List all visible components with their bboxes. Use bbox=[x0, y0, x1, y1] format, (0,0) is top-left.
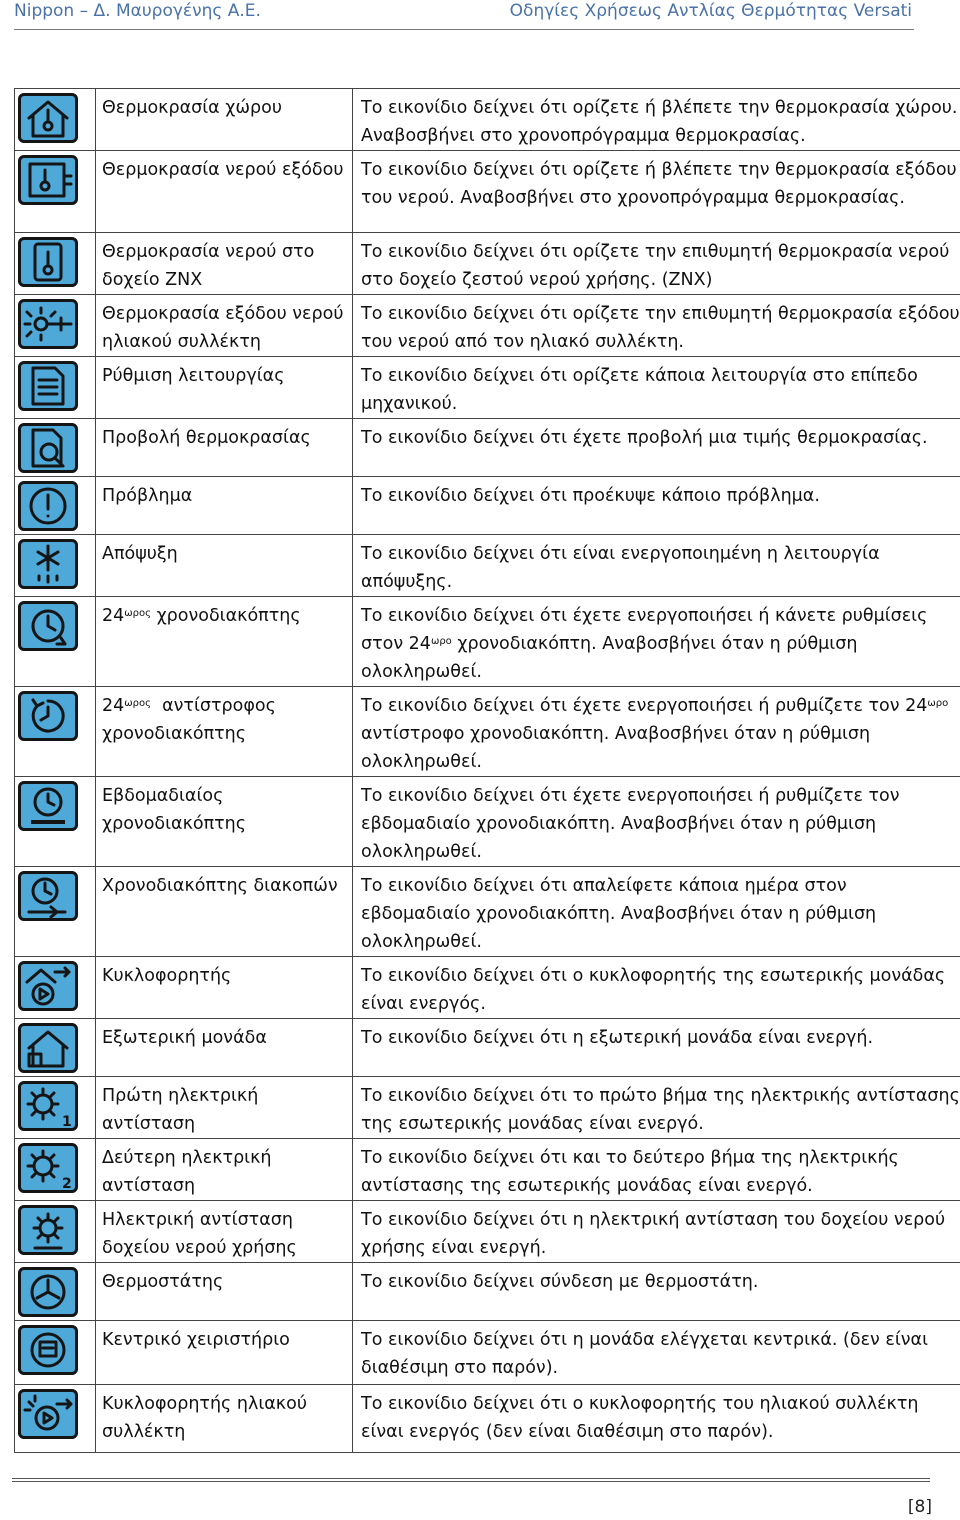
dhw-tank-temperature-icon bbox=[18, 237, 78, 287]
icon-name-cell bbox=[96, 777, 353, 867]
icon-cell bbox=[15, 1321, 96, 1385]
table-row bbox=[15, 687, 960, 777]
icon-description: Το εικονίδιο δείχνει ότι η μονάδα ελέγχεται κεντρικά. (δεν είναι διαθέσιμη στο παρόν). bbox=[361, 1330, 928, 1378]
icon-description-cell bbox=[353, 1077, 960, 1139]
table-row bbox=[15, 1385, 960, 1453]
icon-description-cell bbox=[353, 867, 960, 957]
icon-description: Το εικονίδιο δείχνει ότι η εξωτερική μονάδα είναι ενεργή. bbox=[361, 1028, 874, 1048]
icon-cell bbox=[15, 867, 96, 957]
page-header bbox=[0, 0, 960, 30]
icon-cell bbox=[15, 597, 96, 687]
icon-description: Το εικονίδιο δείχνει ότι ορίζετε ή βλέπετε την θερμοκρασία εξόδου του νερού. Αναβοσβήνει στο χρονοπρόγραμμα θερμοκρασίας. bbox=[361, 160, 957, 208]
icon-name-part: χρονοδιακόπτης bbox=[151, 606, 301, 626]
table-row bbox=[15, 1077, 960, 1139]
icon-name-cell bbox=[96, 597, 353, 687]
table-row bbox=[15, 295, 960, 357]
table-row bbox=[15, 357, 960, 419]
table-row bbox=[15, 419, 960, 477]
table-row bbox=[15, 151, 960, 233]
icon-description-cell bbox=[353, 957, 960, 1019]
thermostat-icon bbox=[18, 1267, 78, 1317]
icon-name-cell bbox=[96, 535, 353, 597]
function-setting-icon bbox=[18, 361, 78, 411]
icon-cell bbox=[15, 295, 96, 357]
electric-heater-2-icon bbox=[18, 1143, 78, 1193]
page-number: [8] bbox=[907, 1497, 932, 1517]
solar-circulator-icon bbox=[18, 1389, 78, 1439]
icon-name-cell bbox=[96, 151, 353, 233]
icon-cell bbox=[15, 477, 96, 535]
table-row bbox=[15, 777, 960, 867]
icon-name-cell bbox=[96, 357, 353, 419]
icon-description: Το εικονίδιο δείχνει ότι ορίζετε την επιθυμητή θερμοκρασία νερού στο δοχείο ζεστού νερού χρήσης. (ΖΝΧ) bbox=[361, 242, 950, 290]
icon-description-part: ωρο bbox=[927, 698, 949, 709]
icon-name-cell bbox=[96, 687, 353, 777]
icon-name: Θερμοκρασία νερού στο δοχείο ΖΝΧ bbox=[102, 242, 315, 290]
room-temperature-icon bbox=[18, 93, 78, 143]
icon-description-part: ωρο bbox=[430, 636, 452, 647]
icon-name: Πρόβλημα bbox=[102, 486, 193, 506]
icon-name-part: αντίστροφος χρονοδιακόπτης bbox=[102, 696, 282, 744]
table-row bbox=[15, 233, 960, 295]
icon-name: Εβδομαδιαίος χρονοδιακόπτης bbox=[102, 786, 247, 834]
icon-description-cell bbox=[353, 535, 960, 597]
table-row bbox=[15, 89, 960, 151]
icon-name: Θερμοκρασία εξόδου νερού ηλιακού συλλέκτη bbox=[102, 304, 344, 352]
icon-name: Ρύθμιση λειτουργίας bbox=[102, 366, 285, 386]
icon-description-cell bbox=[353, 1263, 960, 1321]
icon-name: Θερμοστάτης bbox=[102, 1272, 224, 1292]
footer-rule-second bbox=[12, 1481, 930, 1482]
icon-name-cell bbox=[96, 1019, 353, 1077]
icon-description-part: αντίστροφο χρονοδιακόπτη. Αναβοσβήνει όταν η ρύθμιση ολοκληρωθεί. bbox=[361, 724, 871, 772]
icon-name-cell bbox=[96, 1321, 353, 1385]
icon-description-cell bbox=[353, 295, 960, 357]
icon-description: Το εικονίδιο δείχνει σύνδεση με θερμοστάτη. bbox=[361, 1272, 759, 1292]
table-row bbox=[15, 1019, 960, 1077]
electric-heater-1-icon bbox=[18, 1081, 78, 1131]
icon-name: Χρονοδιακόπτης διακοπών bbox=[102, 876, 338, 896]
icon-name-part: 24 bbox=[102, 696, 125, 716]
icon-description-cell bbox=[353, 419, 960, 477]
header-document-title: Οδηγίες Χρήσεως Αντλίας Θερμότητας Versati bbox=[509, 1, 912, 21]
icon-name-cell bbox=[96, 1201, 353, 1263]
icon-name-cell bbox=[96, 295, 353, 357]
icon-name-cell bbox=[96, 867, 353, 957]
header-rule bbox=[14, 29, 914, 30]
icon-description: Το εικονίδιο δείχνει ότι ο κυκλοφορητής της εσωτερικής μονάδας είναι ενεργός. bbox=[361, 966, 946, 1014]
icon-description-cell bbox=[353, 597, 960, 687]
icon-description-cell bbox=[353, 151, 960, 233]
icon-name: Θερμοκρασία χώρου bbox=[102, 98, 282, 118]
weekly-timer-icon bbox=[18, 781, 78, 831]
icon-description: Το εικονίδιο δείχνει ότι απαλείφετε κάποια ημέρα στον εβδομαδιαίο χρονοδιακόπτη. Αναβοσβήνει όταν η ρύθμιση ολοκληρωθεί. bbox=[361, 876, 877, 952]
icon-cell bbox=[15, 1385, 96, 1453]
icon-cell bbox=[15, 1139, 96, 1201]
icon-description: Το εικονίδιο δείχνει ότι και το δεύτερο βήμα της ηλεκτρικής αντίστασης της εσωτερικής μονάδας είναι ενεργό. bbox=[361, 1148, 899, 1196]
icon-cell bbox=[15, 1077, 96, 1139]
icon-name-part: 24 bbox=[102, 606, 125, 626]
defrost-icon bbox=[18, 539, 78, 589]
icon-name-cell bbox=[96, 1139, 353, 1201]
icon-description-cell bbox=[353, 777, 960, 867]
table-row bbox=[15, 535, 960, 597]
outdoor-unit-icon bbox=[18, 1023, 78, 1073]
icon-name: Κυκλοφορητής bbox=[102, 966, 232, 986]
icon-name: Κυκλοφορητής ηλιακού συλλέκτη bbox=[102, 1394, 307, 1442]
icon-name: Θερμοκρασία νερού εξόδου bbox=[102, 160, 344, 180]
icon-cell bbox=[15, 1019, 96, 1077]
icon-description: Το εικονίδιο δείχνει ότι το πρώτο βήμα της ηλεκτρικής αντίστασης της εσωτερικής μονάδας είναι ενεργό. bbox=[361, 1086, 960, 1134]
icon-description-cell bbox=[353, 89, 960, 151]
icon-name-part: ωρος bbox=[124, 698, 151, 709]
table-row bbox=[15, 957, 960, 1019]
icon-name-cell bbox=[96, 957, 353, 1019]
header-company: Nippon – Δ. Μαυρογένης Α.Ε. bbox=[14, 1, 261, 21]
icon-name: Κεντρικό χειριστήριο bbox=[102, 1330, 290, 1350]
table-row bbox=[15, 1201, 960, 1263]
circulator-icon bbox=[18, 961, 78, 1011]
icon-name: Προβολή θερμοκρασίας bbox=[102, 428, 311, 448]
icon-legend-table bbox=[14, 88, 960, 1453]
icon-description-cell bbox=[353, 477, 960, 535]
svg-text:2: 2 bbox=[62, 1176, 72, 1190]
icon-description-cell bbox=[353, 687, 960, 777]
icon-cell bbox=[15, 777, 96, 867]
icon-description-cell bbox=[353, 1321, 960, 1385]
footer-rule bbox=[12, 1478, 930, 1479]
icon-name-cell bbox=[96, 1263, 353, 1321]
icon-name: Πρώτη ηλεκτρική αντίσταση bbox=[102, 1086, 259, 1134]
table-row bbox=[15, 1139, 960, 1201]
icon-description: Το εικονίδιο δείχνει ότι προέκυψε κάποιο πρόβλημα. bbox=[361, 486, 820, 506]
icon-cell bbox=[15, 535, 96, 597]
icon-description-part: χρονοδιακόπτη. Αναβοσβήνει όταν η ρύθμιση ολοκληρωθεί. bbox=[361, 634, 858, 682]
icon-cell bbox=[15, 957, 96, 1019]
icon-cell bbox=[15, 419, 96, 477]
icon-description-cell bbox=[353, 1019, 960, 1077]
icon-name: Απόψυξη bbox=[102, 544, 178, 564]
icon-name-cell bbox=[96, 1385, 353, 1453]
icon-description-cell bbox=[353, 1201, 960, 1263]
central-controller-icon bbox=[18, 1325, 78, 1375]
icon-cell bbox=[15, 687, 96, 777]
icon-cell bbox=[15, 233, 96, 295]
icon-cell bbox=[15, 357, 96, 419]
timer-24h-icon bbox=[18, 601, 78, 651]
icon-description-cell bbox=[353, 357, 960, 419]
icon-name-cell bbox=[96, 419, 353, 477]
icon-description: Το εικονίδιο δείχνει ότι ο κυκλοφορητής του ηλιακού συλλέκτη είναι ενεργός (δεν είναι διαθέσιμη στο παρόν). bbox=[361, 1394, 919, 1442]
icon-description-cell bbox=[353, 233, 960, 295]
icon-cell bbox=[15, 1263, 96, 1321]
holiday-timer-icon bbox=[18, 871, 78, 921]
icon-description-part: Το εικονίδιο δείχνει ότι έχετε ενεργοποιήσει ή κάνετε ρυθμίσεις στον 24 bbox=[361, 606, 928, 654]
table-row bbox=[15, 1263, 960, 1321]
icon-description: Το εικονίδιο δείχνει ότι ορίζετε ή βλέπετε την θερμοκρασία χώρου. Αναβοσβήνει στο χρονοπρόγραμμα θερμοκρασίας. bbox=[361, 98, 958, 146]
icon-description: Το εικονίδιο δείχνει ότι ορίζετε την επιθυμητή θερμοκρασία εξόδου του νερού από τον ηλιακό συλλέκτη. bbox=[361, 304, 960, 352]
svg-text:1: 1 bbox=[62, 1114, 72, 1128]
temperature-view-icon bbox=[18, 423, 78, 473]
icon-name-cell bbox=[96, 477, 353, 535]
icon-name-cell bbox=[96, 233, 353, 295]
table-row bbox=[15, 867, 960, 957]
icon-description: Το εικονίδιο δείχνει ότι ορίζετε κάποια λειτουργία στο επίπεδο μηχανικού. bbox=[361, 366, 918, 414]
problem-icon bbox=[18, 481, 78, 531]
icon-description-cell bbox=[353, 1139, 960, 1201]
solar-collector-outlet-icon bbox=[18, 299, 78, 349]
table-row bbox=[15, 1321, 960, 1385]
tank-heater-icon bbox=[18, 1205, 78, 1255]
icon-cell bbox=[15, 151, 96, 233]
icon-name: Δεύτερη ηλεκτρική αντίσταση bbox=[102, 1148, 272, 1196]
icon-cell bbox=[15, 89, 96, 151]
icon-description: Το εικονίδιο δείχνει ότι έχετε προβολή μια τιμής θερμοκρασίας. bbox=[361, 428, 928, 448]
table-row bbox=[15, 597, 960, 687]
icon-description: Το εικονίδιο δείχνει ότι η ηλεκτρική αντίσταση του δοχείου νερού χρήσης είναι ενεργή. bbox=[361, 1210, 946, 1258]
icon-description: Το εικονίδιο δείχνει ότι έχετε ενεργοποιήσει ή ρυθμίζετε τον εβδομαδιαίο χρονοδιακόπτη. Αναβοσβήνει όταν η ρύθμιση ολοκληρωθεί. bbox=[361, 786, 900, 862]
icon-description: Το εικονίδιο δείχνει ότι είναι ενεργοποιημένη η λειτουργία απόψυξης. bbox=[361, 544, 880, 592]
countdown-timer-24h-icon bbox=[18, 691, 78, 741]
icon-name: Ηλεκτρική αντίσταση δοχείου νερού χρήσης bbox=[102, 1210, 297, 1258]
table-row bbox=[15, 477, 960, 535]
icon-cell bbox=[15, 1201, 96, 1263]
icon-description-part: Το εικονίδιο δείχνει ότι έχετε ενεργοποιήσει ή ρυθμίζετε τον 24 bbox=[361, 696, 928, 716]
icon-description-cell bbox=[353, 1385, 960, 1453]
icon-name: Εξωτερική μονάδα bbox=[102, 1028, 267, 1048]
icon-name-part: ωρος bbox=[124, 608, 151, 619]
icon-name-cell bbox=[96, 89, 353, 151]
icon-name-cell bbox=[96, 1077, 353, 1139]
water-outlet-temperature-icon bbox=[18, 155, 78, 205]
